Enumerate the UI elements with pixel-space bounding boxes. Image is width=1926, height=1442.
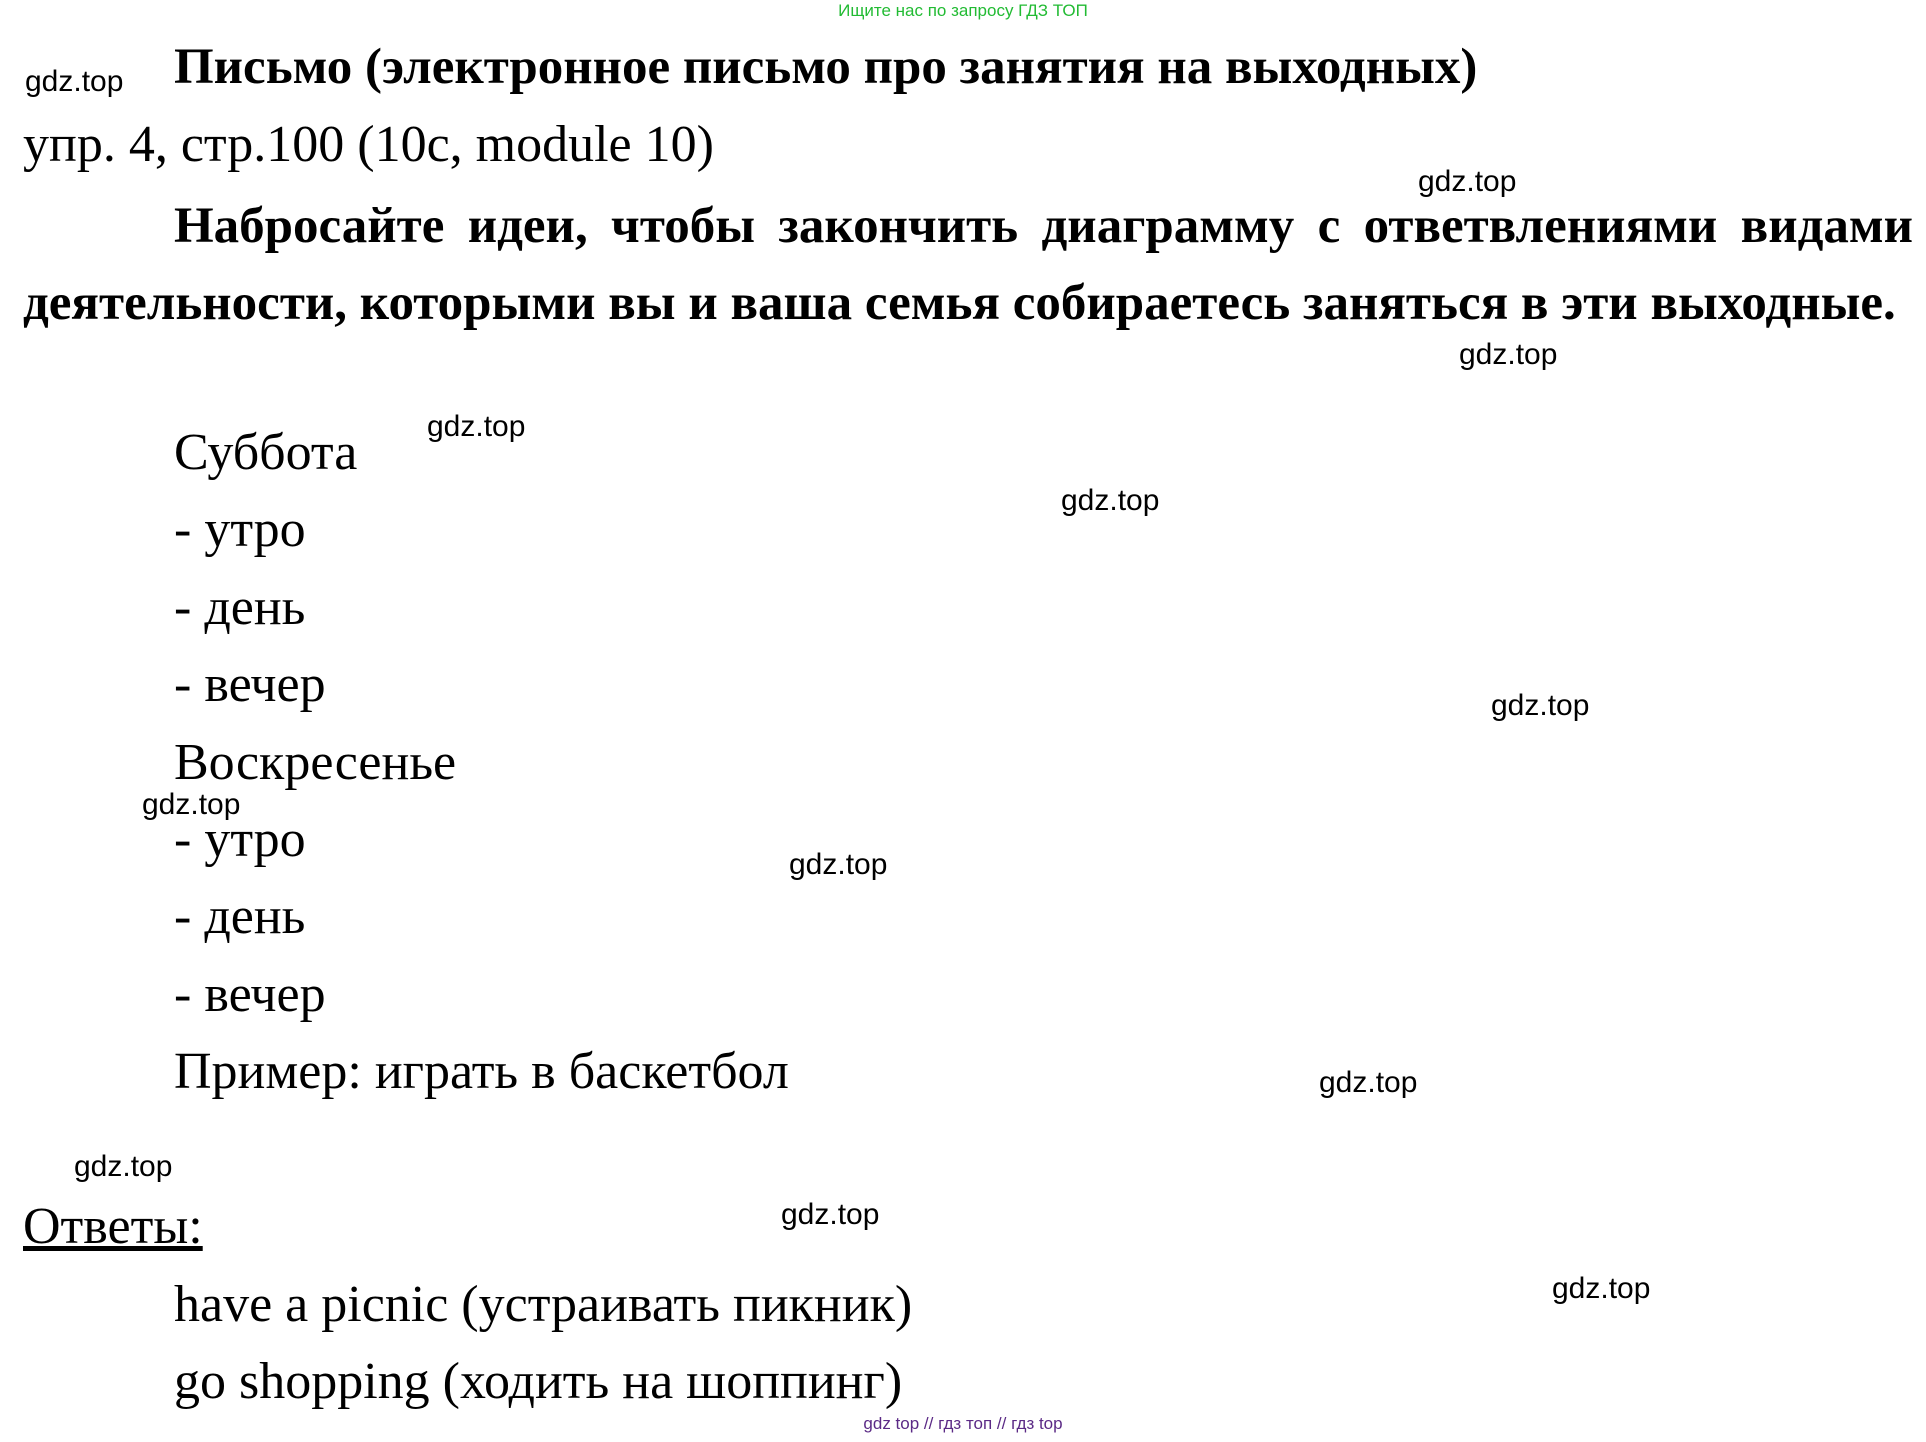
top-banner[interactable]: Ищите нас по запросу ГДЗ ТОП bbox=[838, 1, 1088, 20]
plan-line-sunday-morning: - утро bbox=[174, 811, 306, 868]
watermark: gdz.top bbox=[427, 410, 526, 443]
exercise-reference: упр. 4, стр.100 (10c, module 10) bbox=[23, 116, 714, 173]
plan-line-sunday-evening: - вечер bbox=[174, 966, 326, 1023]
watermark: gdz.top bbox=[1491, 689, 1590, 722]
plan-line-example: Пример: играть в баскетбол bbox=[174, 1043, 789, 1100]
plan-line-saturday: Суббота bbox=[174, 424, 358, 481]
document-title: Письмо (электронное письмо про занятия на выходных) bbox=[174, 39, 1478, 95]
plan-line-sunday-afternoon: - день bbox=[174, 888, 306, 945]
plan-line-saturday-morning: - утро bbox=[174, 501, 306, 558]
watermark: gdz.top bbox=[1061, 484, 1160, 517]
watermark: gdz.top bbox=[142, 788, 241, 821]
watermark: gdz.top bbox=[25, 65, 124, 98]
answer-item: go shopping (ходить на шоппинг) bbox=[174, 1353, 903, 1410]
watermark: gdz.top bbox=[789, 848, 888, 881]
plan-line-saturday-evening: - вечер bbox=[174, 656, 326, 713]
watermark: gdz.top bbox=[1552, 1272, 1651, 1305]
answers-heading: Ответы: bbox=[23, 1198, 203, 1255]
footer-links[interactable]: gdz top // гдз топ // гдз top bbox=[863, 1414, 1063, 1433]
watermark: gdz.top bbox=[74, 1150, 173, 1183]
plan-line-sunday: Воскресенье bbox=[174, 734, 457, 791]
watermark: gdz.top bbox=[1319, 1066, 1418, 1099]
answer-item: have a picnic (устраивать пикник) bbox=[174, 1276, 913, 1333]
watermark: gdz.top bbox=[781, 1198, 880, 1231]
task-instruction bbox=[23, 188, 1913, 342]
watermark: gdz.top bbox=[1418, 165, 1517, 198]
watermark: gdz.top bbox=[1459, 338, 1558, 371]
plan-line-saturday-afternoon: - день bbox=[174, 579, 306, 636]
task-text: Набросайте идеи, чтобы закончить диаграмму с ответвлениями видами деятельности, которыми вы и ваша семья собираетесь заняться в эти выходные. bbox=[23, 198, 1913, 331]
